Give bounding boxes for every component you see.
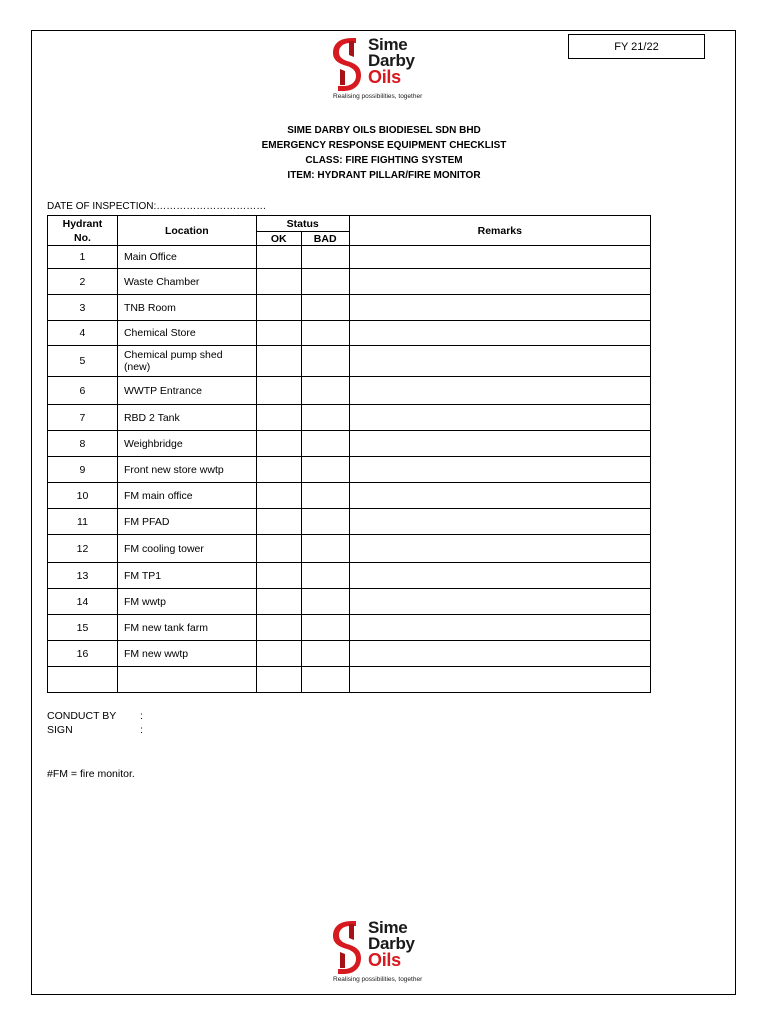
cell-status-ok[interactable] — [256, 269, 301, 295]
cell-remarks[interactable] — [349, 509, 650, 535]
cell-status-bad[interactable] — [301, 615, 349, 641]
cell-location: FM new wwtp — [117, 641, 256, 667]
cell-status-bad[interactable] — [301, 483, 349, 509]
cell-hydrant-no: 14 — [48, 589, 118, 615]
table-row — [48, 377, 651, 405]
table-row — [48, 321, 651, 346]
company-name: SIME DARBY OILS BIODIESEL SDN BHD — [287, 125, 481, 136]
cell-location: Chemical Store — [117, 321, 256, 346]
table-row — [48, 563, 651, 589]
cell-status-bad[interactable] — [301, 321, 349, 346]
cell-location: Waste Chamber — [117, 269, 256, 295]
sign-label: SIGN — [47, 724, 73, 736]
cell-status-bad[interactable] — [301, 667, 349, 693]
cell-location: Weighbridge — [117, 431, 256, 457]
logo-word-3: Oils — [368, 67, 401, 87]
header-hydrant-no — [48, 216, 118, 246]
cell-hydrant-no: 5 — [48, 346, 118, 377]
cell-status-bad[interactable] — [301, 431, 349, 457]
table-row — [48, 589, 651, 615]
cell-hydrant-no: 10 — [48, 483, 118, 509]
document-header — [0, 123, 768, 183]
table-row — [48, 457, 651, 483]
company-logo-footer — [330, 916, 440, 986]
cell-status-bad[interactable] — [301, 457, 349, 483]
class-line: CLASS: FIRE FIGHTING SYSTEM — [305, 155, 463, 166]
cell-remarks[interactable] — [349, 667, 650, 693]
cell-status-ok[interactable] — [256, 346, 301, 377]
cell-hydrant-no: 12 — [48, 535, 118, 563]
sime-darby-logo-mark-icon — [330, 35, 364, 91]
table-row — [48, 667, 651, 693]
header-location: Location — [117, 216, 256, 246]
cell-hydrant-no: 13 — [48, 563, 118, 589]
cell-location: FM PFAD — [117, 509, 256, 535]
cell-status-bad[interactable] — [301, 589, 349, 615]
table-row — [48, 269, 651, 295]
cell-hydrant-no: 6 — [48, 377, 118, 405]
cell-remarks[interactable] — [349, 377, 650, 405]
cell-location: RBD 2 Tank — [117, 405, 256, 431]
cell-remarks[interactable] — [349, 641, 650, 667]
cell-status-bad[interactable] — [301, 295, 349, 321]
logo-tagline: Realising possibilities, together — [333, 976, 423, 983]
cell-status-bad[interactable] — [301, 269, 349, 295]
header-status: Status — [256, 216, 349, 232]
cell-hydrant-no: 9 — [48, 457, 118, 483]
cell-status-ok[interactable] — [256, 641, 301, 667]
cell-hydrant-no: 15 — [48, 615, 118, 641]
cell-status-ok[interactable] — [256, 563, 301, 589]
cell-remarks[interactable] — [349, 615, 650, 641]
table-row — [48, 615, 651, 641]
cell-status-ok[interactable] — [256, 431, 301, 457]
table-row — [48, 509, 651, 535]
cell-status-bad[interactable] — [301, 246, 349, 269]
cell-status-ok[interactable] — [256, 667, 301, 693]
table-row — [48, 405, 651, 431]
cell-status-ok[interactable] — [256, 246, 301, 269]
cell-location: Chemical pump shed (new) — [117, 346, 256, 377]
conduct-by-colon: : — [140, 710, 143, 722]
fiscal-year-label: FY 21/22 — [614, 40, 659, 53]
cell-hydrant-no: 3 — [48, 295, 118, 321]
cell-remarks[interactable] — [349, 295, 650, 321]
cell-hydrant-no: 4 — [48, 321, 118, 346]
cell-location: WWTP Entrance — [117, 377, 256, 405]
logo-word-1: Sime — [368, 918, 408, 937]
logo-tagline: Realising possibilities, together — [333, 93, 423, 100]
checklist-table-body — [48, 246, 651, 693]
header-remarks: Remarks — [349, 216, 650, 246]
cell-location — [117, 667, 256, 693]
cell-location: TNB Room — [117, 295, 256, 321]
document-title: EMERGENCY RESPONSE EQUIPMENT CHECKLIST — [261, 140, 507, 151]
cell-remarks[interactable] — [349, 535, 650, 563]
cell-location: FM main office — [117, 483, 256, 509]
cell-status-ok[interactable] — [256, 509, 301, 535]
cell-remarks[interactable] — [349, 405, 650, 431]
fiscal-year-box — [568, 34, 705, 59]
cell-hydrant-no: 7 — [48, 405, 118, 431]
table-row — [48, 346, 651, 377]
cell-location: FM wwtp — [117, 589, 256, 615]
table-row — [48, 641, 651, 667]
header-ok: OK — [256, 232, 301, 246]
cell-remarks[interactable] — [349, 246, 650, 269]
sime-darby-logo-mark-icon — [330, 918, 364, 974]
cell-status-ok[interactable] — [256, 483, 301, 509]
cell-remarks[interactable] — [349, 431, 650, 457]
table-row — [48, 483, 651, 509]
cell-hydrant-no — [48, 667, 118, 693]
cell-status-bad[interactable] — [301, 377, 349, 405]
cell-remarks[interactable] — [349, 563, 650, 589]
table-row — [48, 295, 651, 321]
cell-hydrant-no: 16 — [48, 641, 118, 667]
cell-remarks[interactable] — [349, 269, 650, 295]
signoff-fields — [47, 709, 143, 737]
company-logo — [330, 33, 440, 103]
item-line: ITEM: HYDRANT PILLAR/FIRE MONITOR — [287, 170, 481, 181]
cell-status-bad[interactable] — [301, 405, 349, 431]
sign-row — [47, 723, 143, 737]
table-header-row-1 — [48, 216, 651, 232]
footnote: #FM = fire monitor. — [47, 768, 135, 780]
date-of-inspection: DATE OF INSPECTION:…………………………… — [47, 201, 267, 212]
cell-remarks[interactable] — [349, 457, 650, 483]
sign-colon: : — [140, 724, 143, 736]
cell-hydrant-no: 11 — [48, 509, 118, 535]
cell-remarks[interactable] — [349, 321, 650, 346]
cell-status-bad[interactable] — [301, 509, 349, 535]
logo-word-2: Darby — [368, 934, 415, 953]
cell-hydrant-no: 2 — [48, 269, 118, 295]
cell-status-bad[interactable] — [301, 641, 349, 667]
cell-location: Main Office — [117, 246, 256, 269]
cell-location: FM cooling tower — [117, 535, 256, 563]
cell-remarks[interactable] — [349, 483, 650, 509]
cell-hydrant-no: 1 — [48, 246, 118, 269]
cell-status-ok[interactable] — [256, 377, 301, 405]
cell-status-ok[interactable] — [256, 321, 301, 346]
cell-location: FM TP1 — [117, 563, 256, 589]
header-hydrant-line2: No. — [74, 231, 91, 244]
cell-hydrant-no: 8 — [48, 431, 118, 457]
conduct-by-row — [47, 709, 143, 723]
table-row — [48, 431, 651, 457]
cell-status-ok[interactable] — [256, 615, 301, 641]
cell-location: Front new store wwtp — [117, 457, 256, 483]
cell-status-ok[interactable] — [256, 405, 301, 431]
cell-status-ok[interactable] — [256, 589, 301, 615]
header-bad: BAD — [301, 232, 349, 246]
cell-status-ok[interactable] — [256, 295, 301, 321]
cell-location: FM new tank farm — [117, 615, 256, 641]
cell-status-bad[interactable] — [301, 535, 349, 563]
logo-word-3: Oils — [368, 950, 401, 970]
cell-remarks[interactable] — [349, 589, 650, 615]
logo-word-1: Sime — [368, 35, 408, 54]
table-row — [48, 246, 651, 269]
cell-status-bad[interactable] — [301, 563, 349, 589]
table-row — [48, 535, 651, 563]
cell-remarks[interactable] — [349, 346, 650, 377]
conduct-by-label: CONDUCT BY — [47, 710, 117, 722]
logo-word-2: Darby — [368, 51, 415, 70]
cell-status-bad[interactable] — [301, 346, 349, 377]
header-hydrant-line1: Hydrant — [62, 217, 103, 230]
checklist-table — [47, 215, 651, 693]
cell-status-ok[interactable] — [256, 457, 301, 483]
cell-status-ok[interactable] — [256, 535, 301, 563]
